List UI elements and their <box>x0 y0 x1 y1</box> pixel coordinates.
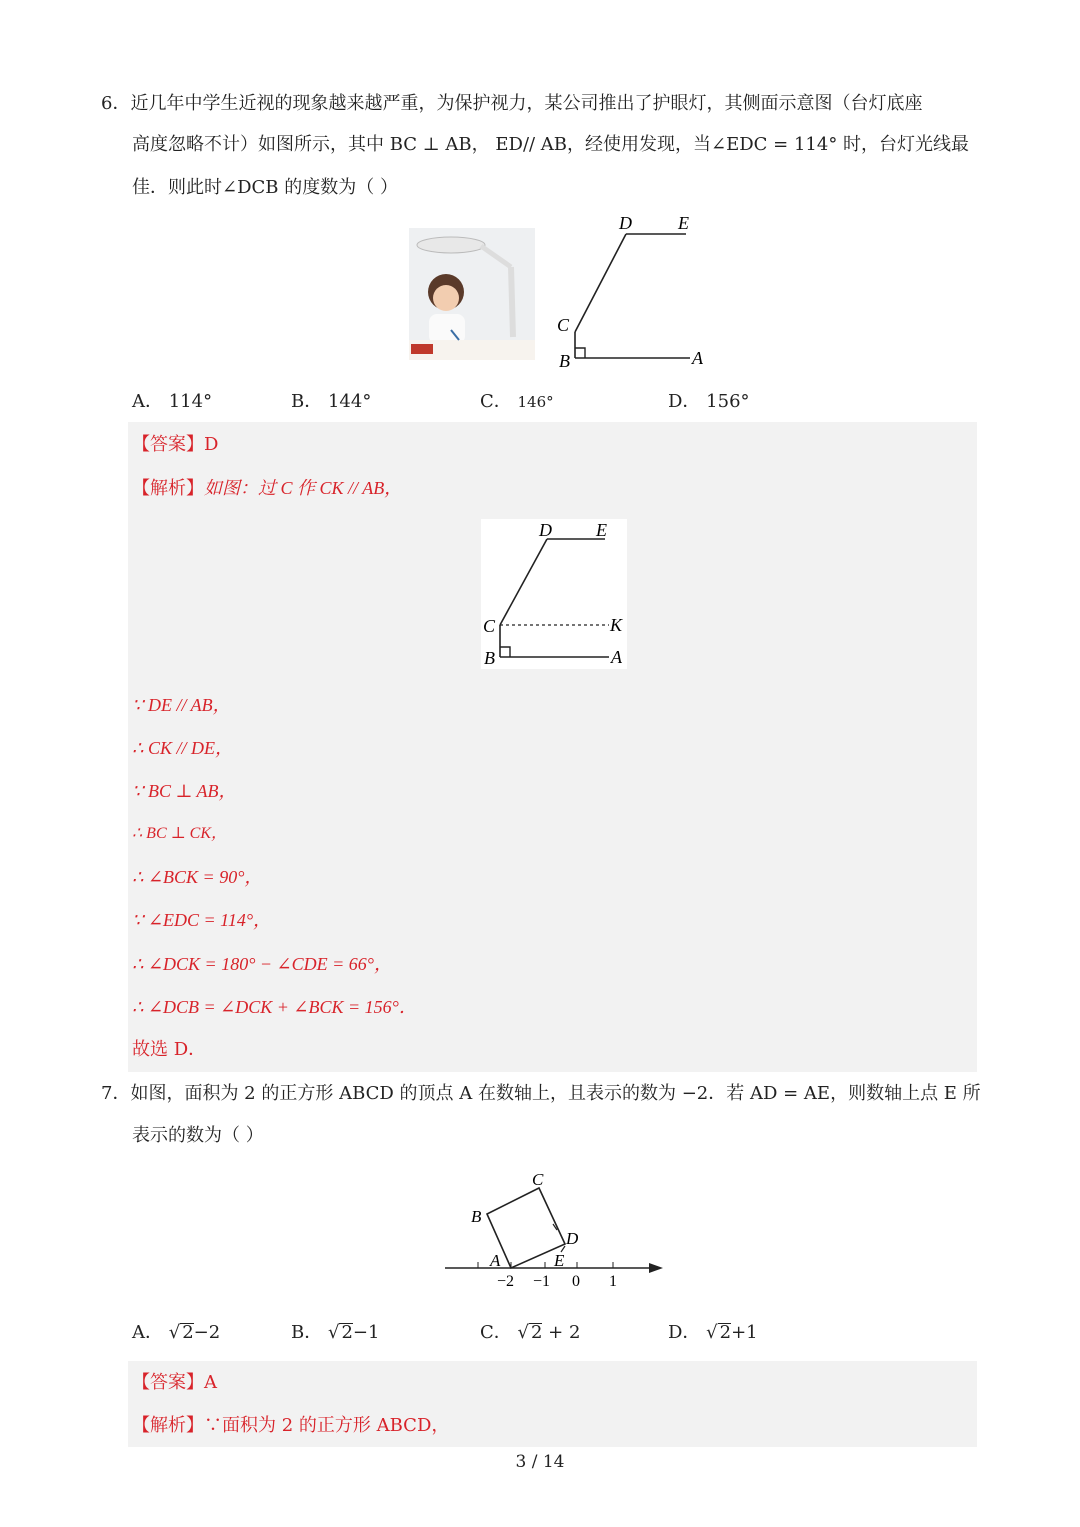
label-D: D <box>566 1229 579 1248</box>
analysis-q7-intro: 【解析】∵面积为 2 的正方形 ABCD， <box>132 1415 450 1436</box>
answer-q6: 【答案】D <box>132 434 219 455</box>
option-d[interactable]: D． √ 2+1 <box>668 1322 758 1343</box>
option-c[interactable]: C． 146° <box>480 391 554 412</box>
step-7: ∴ ∠DCK = 180° − ∠CDE = 66°， <box>132 954 392 974</box>
tick-minus1: −1 <box>533 1273 551 1290</box>
tick-0: 0 <box>572 1273 580 1290</box>
option-a[interactable]: A． √ 2−2 <box>132 1322 221 1343</box>
label2-C: C <box>483 616 496 636</box>
label-B: B <box>559 351 570 371</box>
analysis-q6-intro: 【解析】如图：过 C 作 CK // AB， <box>132 478 403 499</box>
step-1: ∵ DE // AB， <box>132 695 231 715</box>
label-A: A <box>490 1251 501 1270</box>
step-2: ∴ CK // DE， <box>132 738 233 758</box>
label-A: A <box>692 348 703 368</box>
step-4: ∴ BC ⊥ CK， <box>132 825 228 842</box>
label2-K: K <box>610 615 623 635</box>
solution-diagram <box>481 519 627 669</box>
option-b[interactable]: B． √ 2−1 <box>291 1322 380 1343</box>
step-3: ∵ BC ⊥ AB， <box>132 781 237 801</box>
label-C: C <box>557 315 570 335</box>
label-B: B <box>471 1207 482 1226</box>
label-E: E <box>678 213 689 233</box>
label-D: D <box>619 213 632 233</box>
lamp-diagram <box>548 212 708 372</box>
lamp-photo <box>401 212 541 372</box>
tick-minus2: −2 <box>497 1273 515 1290</box>
question-6-line2: 高度忽略不计）如图所示，其中 BC ⊥ AB， ED// AB，经使用发现，当∠EDC = 114° 时，台灯光线最 <box>132 134 970 155</box>
question-6-line1: 6．近几年中学生近视的现象越来越严重，为保护视力，某公司推出了护眼灯，其侧面示意图（台灯底座 <box>101 93 923 114</box>
option-d[interactable]: D． 156° <box>668 391 750 412</box>
question-number: 7． <box>101 1083 131 1104</box>
label-C: C <box>532 1170 544 1189</box>
answer-q7: 【答案】A <box>132 1372 217 1393</box>
tick-1: 1 <box>609 1273 617 1290</box>
question-7-line1: 7．如图，面积为 2 的正方形 ABCD 的顶点 A 在数轴上，且表示的数为 −2．若 AD = AE，则数轴上点 E 所 <box>101 1083 981 1104</box>
question-number: 6． <box>101 93 131 114</box>
label2-D: D <box>539 520 552 540</box>
step-5: ∴ ∠BCK = 90°， <box>132 867 263 887</box>
question-7-line2: 表示的数为（ ） <box>132 1125 264 1146</box>
label2-B: B <box>484 648 495 668</box>
page-number: 3 / 14 <box>515 1452 565 1472</box>
conclusion-q6: 故选 D． <box>132 1039 207 1060</box>
option-b[interactable]: B． 144° <box>291 391 372 412</box>
step-6: ∵ ∠EDC = 114°， <box>132 910 272 930</box>
number-line-diagram <box>443 1166 665 1292</box>
label2-E: E <box>596 520 607 540</box>
option-c[interactable]: C． √ 2 + 2 <box>480 1322 581 1343</box>
question-6-line3: 佳．则此时∠DCB 的度数为（ ） <box>132 177 398 198</box>
label-E: E <box>554 1251 565 1270</box>
label2-A: A <box>611 647 622 667</box>
step-8: ∴ ∠DCB = ∠DCK + ∠BCK = 156°． <box>132 997 417 1017</box>
option-a[interactable]: A． 114° <box>132 391 213 412</box>
